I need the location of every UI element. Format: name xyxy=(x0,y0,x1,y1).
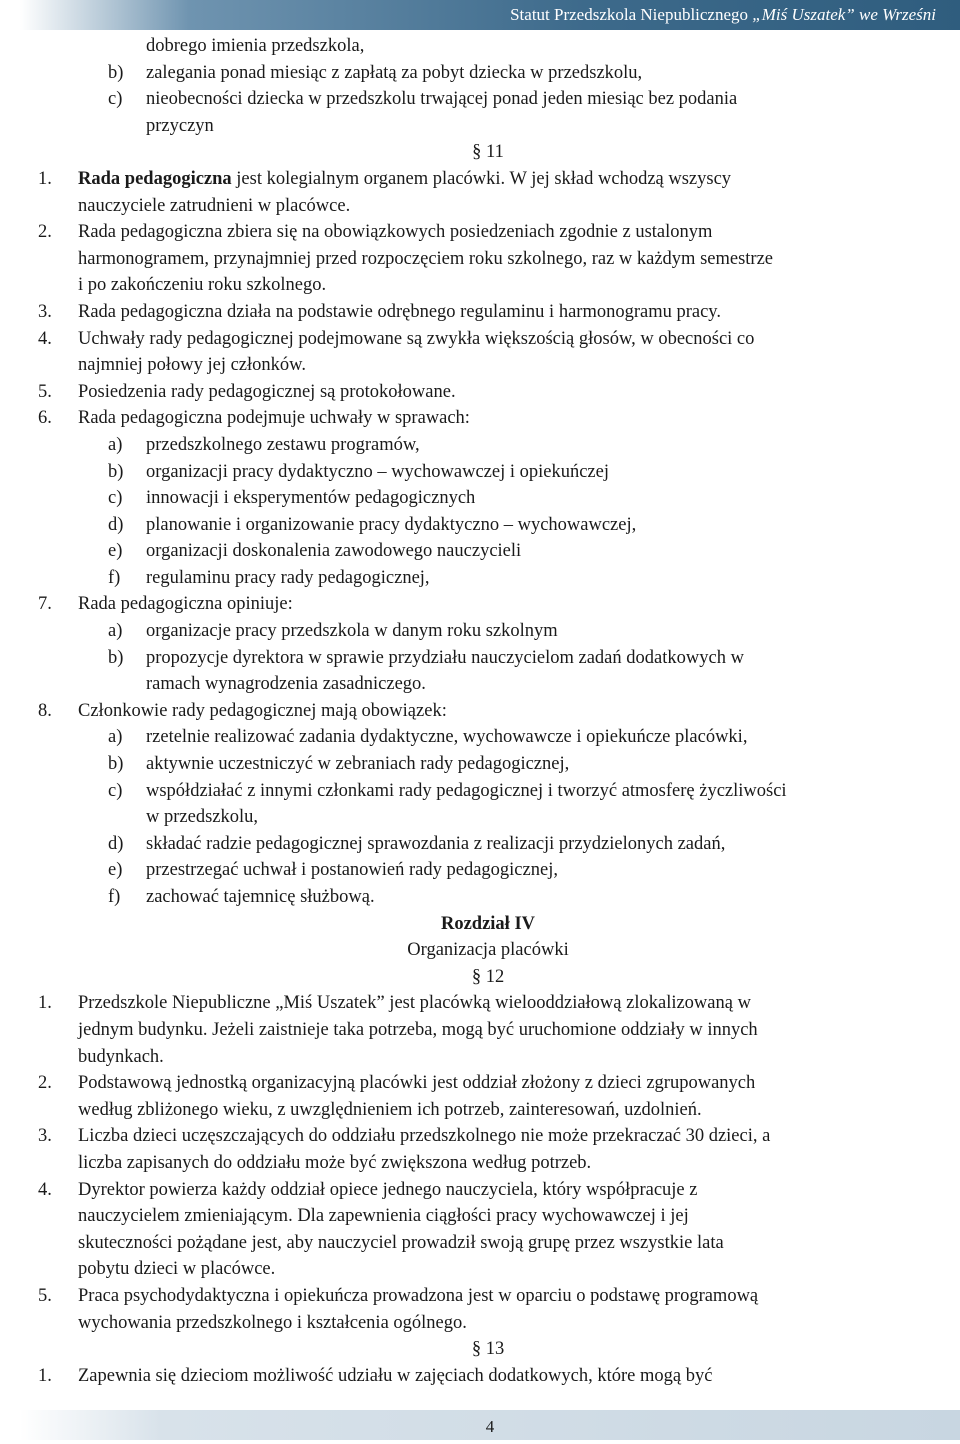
text-line: przyczyn xyxy=(146,115,214,136)
list-item: 2. Rada pedagogiczna zbiera się na obowiązkowych posiedzeniach zgodnie z ustalonym xyxy=(38,222,713,243)
paragraph-heading-11: § 11 xyxy=(472,142,504,163)
header-title-prefix: Statut Przedszkola Niepublicznego xyxy=(510,5,753,24)
list-item: 5. Praca psychodydaktyczna i opiekuńcza prowadzona jest w oparciu o podstawę programową xyxy=(38,1285,759,1306)
text-line: liczba zapisanych do oddziału może być zwiększona według potrzeb. xyxy=(78,1152,592,1173)
list-item: 6. Rada pedagogiczna podejmuje uchwały w sprawach: xyxy=(38,408,470,429)
text-line: nauczycielem zmieniającym. Dla zapewnienia ciągłości pracy wychowawczej i jej xyxy=(78,1206,689,1227)
text-line: ramach wynagrodzenia zasadniczego. xyxy=(146,674,426,695)
list-item: 1. Zapewnia się dzieciom możliwość udziału w zajęciach dodatkowych, które mogą być xyxy=(38,1365,713,1386)
list-item: e) przestrzegać uchwał i postanowień rady pedagogicznej, xyxy=(108,860,558,881)
list-item: b) zalegania ponad miesiąc z zapłatą za pobyt dziecka w przedszkolu, xyxy=(108,62,643,83)
list-item: 8. Członkowie rady pedagogicznej mają obowiązek: xyxy=(38,700,447,721)
text-line: według zbliżonego wieku, z uwzględnieniem ich potrzeb, zainteresowań, uzdolnień. xyxy=(78,1099,702,1120)
text-line: budynkach. xyxy=(78,1046,164,1067)
text-line: skuteczności pożądane jest, aby nauczyciel prowadził swoją grupę przez wszystkie lata xyxy=(78,1232,724,1253)
text-line: nauczyciele zatrudnieni w placówce. xyxy=(78,195,351,216)
text-line: pobytu dzieci w placówce. xyxy=(78,1259,276,1280)
list-item: 7. Rada pedagogiczna opiniuje: xyxy=(38,594,293,615)
list-item: b) organizacji pracy dydaktyczno – wychowawczej i opiekuńczej xyxy=(108,461,609,482)
list-item: 4. Uchwały rady pedagogicznej podejmowane są zwykła większością głosów, w obecności co xyxy=(38,328,755,349)
list-item: c) nieobecności dziecka w przedszkolu trwającej ponad jeden miesiąc bez podania xyxy=(108,89,738,110)
list-item: b) aktywnie uczestniczyć w zebraniach rady pedagogicznej, xyxy=(108,754,570,775)
chapter-title: Rozdział IV xyxy=(440,913,536,934)
document-body xyxy=(38,33,938,1389)
text-line: jednym budynku. Jeżeli zaistnieje taka potrzeba, mogą być uruchomione oddziały w innych xyxy=(78,1019,758,1040)
paragraph-heading-12: § 12 xyxy=(471,966,505,987)
list-item: a) rzetelnie realizować zadania dydaktyczne, wychowawcze i opiekuńcze placówki, xyxy=(108,727,748,748)
list-item: b) propozycje dyrektora w sprawie przydziału nauczycielom zadań dodatkowych w xyxy=(108,647,744,668)
list-item: e) organizacji doskonalenia zawodowego nauczycieli xyxy=(108,541,522,562)
list-item: a) przedszkolnego zestawu programów, xyxy=(108,434,420,455)
list-item: 4. Dyrektor powierza każdy oddział opiece jednego nauczyciela, który współpracuje z xyxy=(38,1179,698,1200)
list-item: d) planowanie i organizowanie pracy dydaktyczno – wychowawczej, xyxy=(108,514,637,535)
document-header xyxy=(20,0,960,30)
list-item: f) zachować tajemnicę służbową. xyxy=(108,887,375,907)
list-item: 2. Podstawową jednostką organizacyjną placówki jest oddział złożony z dzieci zgrupowanych xyxy=(38,1073,756,1094)
list-item: a) organizacje pracy przedszkola w danym roku szkolnym xyxy=(108,621,558,642)
text-line: dobrego imienia przedszkola, xyxy=(146,36,365,56)
paragraph-heading-13: § 13 xyxy=(471,1339,505,1360)
list-item: f) regulaminu pracy rady pedagogicznej, xyxy=(108,567,430,588)
list-item: 1. Rada pedagogiczna jest kolegialnym organem placówki. W jej skład wchodzą wszyscy xyxy=(38,168,732,189)
text-line: wychowania przedszkolnego i kształcenia ogólnego. xyxy=(78,1312,467,1333)
chapter-subtitle: Organizacja placówki xyxy=(407,940,569,961)
text-line: i po zakończeniu roku szkolnego. xyxy=(78,275,327,296)
list-item: c) innowacji i eksperymentów pedagogicznych xyxy=(108,488,476,509)
text-line: harmonogramem, przynajmniej przed rozpoczęciem roku szkolnego, raz w każdym semestrze xyxy=(78,248,774,269)
text-line: najmniej połowy jej członków. xyxy=(78,355,306,376)
list-item: 3. Rada pedagogiczna działa na podstawie odrębnego regulaminu i harmonogramu pracy. xyxy=(38,301,721,322)
header-title-italic: „Miś Uszatek” we Wrześni xyxy=(752,5,936,24)
text-line: w przedszkolu, xyxy=(146,807,258,828)
document-footer xyxy=(20,1410,960,1440)
list-item: d) składać radzie pedagogicznej sprawozdania z realizacji przydzielonych zadań, xyxy=(108,833,726,854)
list-item: 1. Przedszkole Niepubliczne „Miś Uszatek” jest placówką wielooddziałową zlokalizowaną w xyxy=(38,993,751,1014)
list-item: 5. Posiedzenia rady pedagogicznej są protokołowane. xyxy=(38,381,456,402)
list-item: 3. Liczba dzieci uczęszczających do oddziału przedszkolnego nie może przekraczać 30 dzieci, a xyxy=(38,1126,771,1147)
list-item: c) współdziałać z innymi członkami rady pedagogicznej i tworzyć atmosferę życzliwości xyxy=(108,780,787,801)
page-number: 4 xyxy=(485,1417,495,1436)
